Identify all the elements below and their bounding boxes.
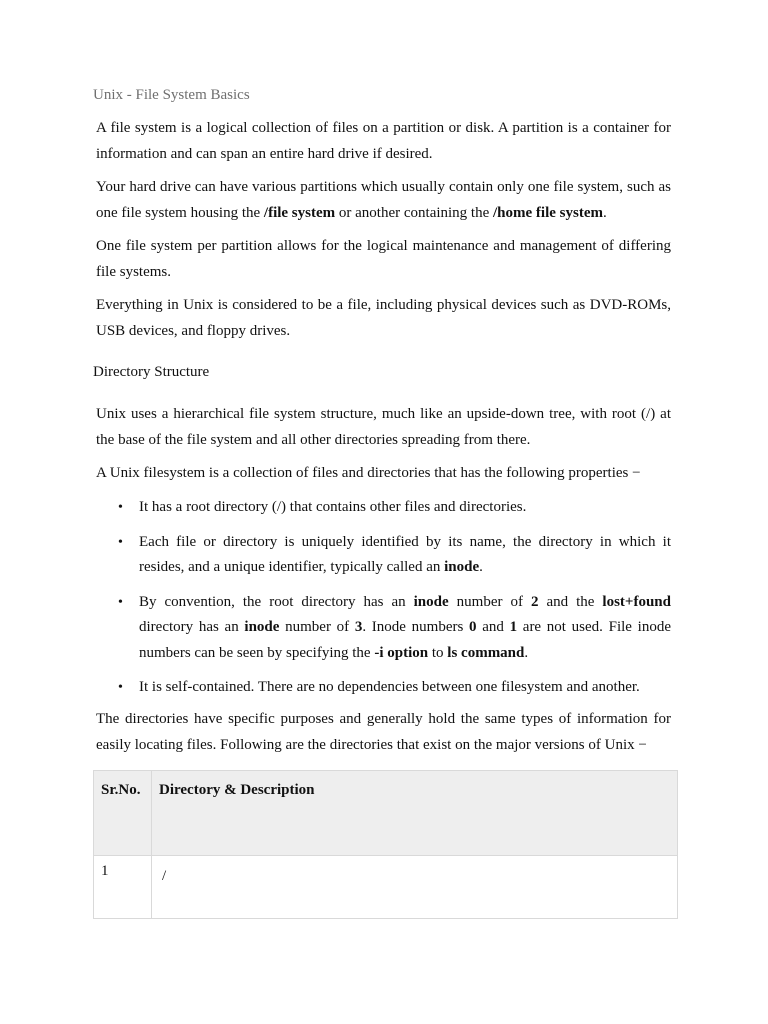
list-item xyxy=(114,675,671,701)
column-header-directory: Directory & Description xyxy=(152,771,678,856)
bullet-icon: • xyxy=(118,500,123,515)
directories-table xyxy=(93,770,678,919)
ls-command-term: ls command xyxy=(447,644,525,661)
column-header-sr-no: Sr.No. xyxy=(94,771,152,856)
i-option-term: -i option xyxy=(374,644,429,661)
structure-paragraph-1: Unix uses a hierarchical file system structure, much like an upside-down tree, with root (/) at the base of the file system and all other directories spreading from there. xyxy=(96,406,671,448)
inode-term: inode xyxy=(413,593,449,610)
lost-found-term: lost+found xyxy=(602,593,671,610)
list-item-text: It is self-contained. There are no dependencies between one filesystem and another. xyxy=(139,679,640,695)
text-run: . xyxy=(603,204,607,221)
text-run: Your hard drive can have various partitions which usually contain only one file system, such as one file system housing the xyxy=(96,179,671,221)
intro-paragraph-4: Everything in Unix is considered to be a file, including physical devices such as DVD-ROMs, USB devices, and floppy drives. xyxy=(96,297,671,339)
text-run: . xyxy=(524,644,529,661)
inode-number-lost-found: 3 xyxy=(354,619,363,635)
bullet-icon: • xyxy=(118,680,123,695)
section-heading: Directory Structure xyxy=(93,364,210,380)
home-file-system-term: /home file system xyxy=(493,204,603,221)
structure-paragraph-2: A Unix filesystem is a collection of files and directories that has the following properties − xyxy=(96,465,641,481)
closing-paragraph: The directories have specific purposes and generally hold the same types of information for easily locating files. Following are the directories that exist on the major versions of Unix − xyxy=(96,711,671,753)
text-run: directory has an xyxy=(139,619,245,635)
list-item-text xyxy=(139,590,671,667)
table-cell-sr-no: 1 xyxy=(94,856,152,919)
file-system-term: /file system xyxy=(263,204,336,221)
text-run: . xyxy=(479,559,483,575)
properties-list xyxy=(114,495,671,701)
text-run: are not used. File inode numbers can be seen by specifying the xyxy=(139,619,671,661)
text-run: . Inode numbers xyxy=(362,619,470,635)
text-run: or another containing the xyxy=(335,204,494,221)
bullet-icon: • xyxy=(118,534,123,550)
text-run: and xyxy=(476,619,510,635)
inode-number-zero: 0 xyxy=(469,619,477,635)
inode-number-one: 1 xyxy=(509,619,518,635)
inode-term: inode xyxy=(244,619,280,635)
intro-paragraph-3: One file system per partition allows for the logical maintenance and management of differing file systems. xyxy=(96,238,671,280)
list-item-text: It has a root directory (/) that contains other files and directories. xyxy=(139,499,527,515)
text-run: number of xyxy=(448,593,531,610)
text-run: Each file or directory is uniquely identified by its name, the directory in which it resides, and a unique identifier, typically called an xyxy=(139,533,671,575)
list-item xyxy=(114,495,671,521)
text-run: By convention, the root directory has an xyxy=(139,593,414,610)
table-header-row xyxy=(94,771,678,856)
list-item-text xyxy=(139,530,671,581)
bullet-icon: • xyxy=(118,594,123,610)
text-run: number of xyxy=(279,619,355,635)
intro-paragraph-2 xyxy=(96,175,671,226)
text-run: and the xyxy=(538,593,603,610)
table-cell-directory: / xyxy=(152,856,678,919)
text-run: to xyxy=(428,644,448,661)
document-title: Unix - File System Basics xyxy=(93,87,250,103)
table-row xyxy=(94,856,678,919)
intro-paragraph-1: A file system is a logical collection of files on a partition or disk. A partition is a container for information and can span an entire hard drive if desired. xyxy=(96,120,671,162)
inode-number-root: 2 xyxy=(530,593,539,610)
list-item xyxy=(114,590,671,667)
inode-term: inode xyxy=(444,559,480,575)
list-item xyxy=(114,530,671,581)
